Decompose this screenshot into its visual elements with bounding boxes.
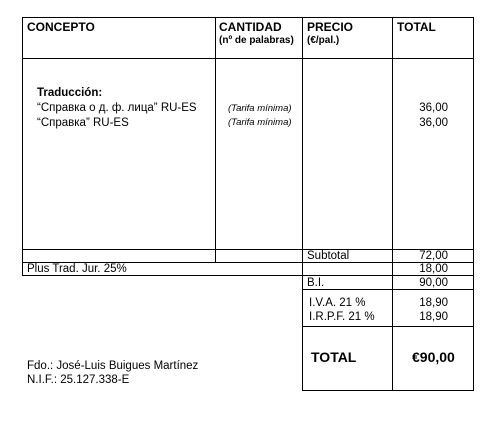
table-border-top	[22, 17, 474, 18]
header-concepto: CONCEPTO	[27, 20, 95, 34]
signature-nif: N.I.F.: 25.127.338-E	[27, 374, 130, 386]
iva-value: 18,90	[419, 297, 448, 309]
table-border-right	[473, 17, 474, 391]
subtotal-value: 72,00	[419, 250, 448, 262]
subtotal-label: Subtotal	[307, 250, 350, 262]
header-precio-sub: (€/pal.)	[307, 35, 340, 46]
bi-label: B.I.	[307, 277, 325, 289]
item-total-1: 36,00	[419, 102, 448, 114]
table-border-left	[22, 17, 23, 275]
header-precio: PRECIO	[307, 20, 354, 34]
header-cantidad: CANTIDAD	[219, 20, 282, 34]
table-taxes-bottom	[302, 326, 474, 327]
header-total: TOTAL	[397, 20, 436, 34]
table-border-bottom	[302, 390, 474, 391]
bi-value: 90,00	[419, 277, 448, 289]
header-cantidad-sub: (nº de palabras)	[219, 35, 294, 46]
item-qty-1: (Tarifa mínima)	[228, 103, 292, 114]
plus-label: Plus Trad. Jur. 25%	[27, 263, 127, 275]
table-col-divider-3	[392, 17, 393, 391]
total-label: TOTAL	[311, 349, 357, 365]
irpf-label: I.R.P.F. 21 %	[309, 311, 375, 323]
item-concept-1: “Справка о д. ф. лица” RU-ES	[37, 102, 197, 114]
table-col-divider-2-lower	[302, 249, 303, 391]
table-col-divider-2	[302, 17, 303, 262]
signature-name: Fdo.: José-Luis Buigues Martínez	[27, 360, 199, 372]
item-total-2: 36,00	[419, 117, 448, 129]
total-value: €90,00	[412, 349, 455, 365]
table-header-divider	[22, 58, 474, 59]
irpf-value: 18,90	[419, 311, 448, 323]
table-col-divider-1	[215, 17, 216, 262]
item-qty-2: (Tarifa mínima)	[228, 117, 292, 128]
iva-label: I.V.A. 21 %	[309, 297, 366, 309]
section-title: Traducción:	[37, 87, 103, 99]
item-concept-2: “Справка” RU-ES	[37, 117, 129, 129]
plus-value: 18,00	[419, 263, 448, 275]
